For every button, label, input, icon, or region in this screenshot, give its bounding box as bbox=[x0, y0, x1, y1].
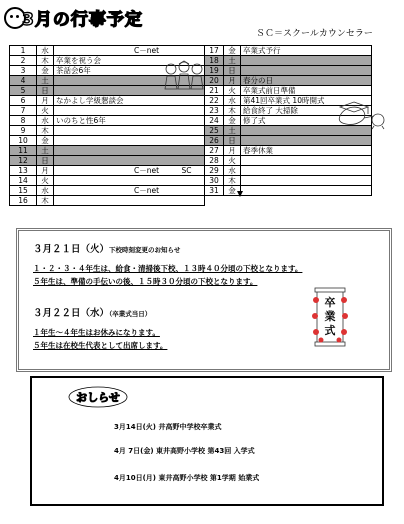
event-center-text: C－net bbox=[134, 46, 160, 55]
date-number: 18 bbox=[205, 56, 224, 66]
sc-legend: ＳＣ＝スクールカウンセラー bbox=[256, 29, 373, 39]
event-text: 卒業を祝う会 bbox=[56, 56, 101, 65]
weekday: 土 bbox=[224, 56, 241, 66]
event-cell bbox=[241, 66, 372, 76]
weekday: 日 bbox=[37, 156, 54, 166]
date-number: 27 bbox=[205, 146, 224, 156]
weekday: 水 bbox=[224, 166, 241, 176]
notice-line: ５年生は、準備の手伝いの後、１５時３０分頃の下校となります。 bbox=[33, 277, 258, 286]
calendar-row bbox=[10, 166, 372, 176]
event-center-text: C－net SC bbox=[134, 166, 192, 175]
weekday: 土 bbox=[37, 76, 54, 86]
weekday: 火 bbox=[224, 156, 241, 166]
weekday: 日 bbox=[224, 66, 241, 76]
scroll-char: 業 bbox=[324, 310, 336, 323]
weekday: 水 bbox=[37, 186, 54, 196]
event-text: 茶話会6年 bbox=[56, 66, 91, 75]
date-number: 16 bbox=[10, 196, 37, 206]
date-number: 3 bbox=[10, 66, 37, 76]
calendar-row bbox=[10, 186, 372, 196]
date-number: 11 bbox=[10, 146, 37, 156]
date-number: 23 bbox=[205, 106, 224, 116]
event-cell bbox=[241, 186, 372, 196]
date-number: 21 bbox=[205, 86, 224, 96]
date-number: 19 bbox=[205, 66, 224, 76]
weekday: 木 bbox=[37, 56, 54, 66]
calendar-row bbox=[10, 116, 372, 126]
calendar-row bbox=[10, 126, 372, 136]
weekday: 火 bbox=[224, 86, 241, 96]
weekday: 火 bbox=[37, 176, 54, 186]
notice-line: １・２・３・４年生は、給食・清掃後下校、１３時４０分頃の下校となります。 bbox=[33, 264, 303, 273]
title-text: 3月の行事予定 bbox=[22, 10, 143, 30]
event-cell bbox=[54, 46, 205, 56]
notice-line: １年生～４年生はお休みになります。 bbox=[33, 328, 160, 337]
weekday: 木 bbox=[224, 106, 241, 116]
date-number: 8 bbox=[10, 116, 37, 126]
date-number: 31 bbox=[205, 186, 224, 196]
weekday: 月 bbox=[37, 96, 54, 106]
date-number: 4 bbox=[10, 76, 37, 86]
date-number: 28 bbox=[205, 156, 224, 166]
date-number: 13 bbox=[10, 166, 37, 176]
weekday: 金 bbox=[224, 46, 241, 56]
date-number: 15 bbox=[10, 186, 37, 196]
oshirase-title-art bbox=[68, 386, 128, 408]
children-illustration bbox=[162, 60, 206, 90]
down-arrow-icon bbox=[240, 175, 241, 193]
event-cell bbox=[54, 196, 205, 206]
event-cell bbox=[54, 136, 205, 146]
weekday: 金 bbox=[37, 136, 54, 146]
graduation-illustration bbox=[334, 98, 388, 130]
event-cell: 卒業式予行 bbox=[241, 46, 372, 56]
event-text: いのちと性6年 bbox=[56, 116, 106, 125]
event-cell bbox=[241, 176, 372, 186]
event-center-text: C－net bbox=[134, 186, 160, 195]
event-cell: 修了式 bbox=[241, 116, 372, 126]
graduation-scroll-illustration bbox=[312, 286, 348, 348]
date-number: 17 bbox=[205, 46, 224, 56]
scroll-char: 卒 bbox=[324, 296, 336, 309]
date-number: 7 bbox=[10, 106, 37, 116]
weekday: 金 bbox=[224, 116, 241, 126]
weekday: 土 bbox=[224, 126, 241, 136]
calendar-row bbox=[10, 106, 372, 116]
weekday: 木 bbox=[37, 196, 54, 206]
scroll-char: 式 bbox=[324, 324, 336, 337]
calendar-row bbox=[10, 156, 372, 166]
weekday: 水 bbox=[37, 116, 54, 126]
notice-heading-21: ３月２１日（火）下校時刻変更のお知らせ bbox=[33, 244, 181, 255]
event-cell bbox=[54, 176, 205, 186]
notice-heading-22: ３月２２日（水）（卒業式当日） bbox=[33, 308, 152, 319]
calendar-row bbox=[10, 46, 372, 56]
weekday: 日 bbox=[224, 136, 241, 146]
event-cell: 給食終了 大掃除 bbox=[241, 106, 372, 116]
date-number: 25 bbox=[205, 126, 224, 136]
notice-line: ５年生は在校生代表として出席します。 bbox=[33, 341, 168, 350]
weekday: 月 bbox=[224, 146, 241, 156]
oshirase-title: おしらせ bbox=[76, 391, 120, 404]
event-cell: 第41回卒業式 10時開式 bbox=[241, 96, 372, 106]
event-cell bbox=[54, 146, 205, 156]
date-number: 26 bbox=[205, 136, 224, 146]
date-number: 29 bbox=[205, 166, 224, 176]
event-cell: 春分の日 bbox=[241, 76, 372, 86]
event-cell bbox=[241, 136, 372, 146]
event-text: なかよし学級懇談会 bbox=[56, 96, 124, 105]
date-number: 6 bbox=[10, 96, 37, 106]
date-number: 24 bbox=[205, 116, 224, 126]
page-title bbox=[2, 4, 152, 30]
calendar-row bbox=[10, 146, 372, 156]
announcement-item: 4月 7日(金) 東井高野小学校 第43回 入学式 bbox=[114, 447, 255, 455]
empty-cell bbox=[205, 196, 372, 206]
event-cell bbox=[54, 96, 205, 106]
weekday: 火 bbox=[37, 106, 54, 116]
date-number: 5 bbox=[10, 86, 37, 96]
date-number: 12 bbox=[10, 156, 37, 166]
date-number: 22 bbox=[205, 96, 224, 106]
weekday: 金 bbox=[37, 66, 54, 76]
weekday: 水 bbox=[37, 46, 54, 56]
date-number: 10 bbox=[10, 136, 37, 146]
calendar-row bbox=[10, 176, 372, 186]
event-cell: 卒業式前日準備 bbox=[241, 86, 372, 96]
weekday: 木 bbox=[224, 176, 241, 186]
weekday: 月 bbox=[37, 166, 54, 176]
weekday: 金 bbox=[224, 186, 241, 196]
date-number: 14 bbox=[10, 176, 37, 186]
announcement-item: 3月14日(火) 井高野中学校卒業式 bbox=[114, 423, 222, 431]
calendar-row bbox=[10, 136, 372, 146]
date-number: 30 bbox=[205, 176, 224, 186]
date-number: 9 bbox=[10, 126, 37, 136]
event-cell bbox=[241, 156, 372, 166]
event-cell bbox=[54, 106, 205, 116]
event-cell: 春季休業 bbox=[241, 146, 372, 156]
announcement-item: 4月10日(月) 東井高野小学校 第1学期 始業式 bbox=[114, 474, 260, 482]
date-number: 1 bbox=[10, 46, 37, 56]
weekday: 土 bbox=[37, 146, 54, 156]
calendar-row bbox=[10, 96, 372, 106]
calendar-row bbox=[10, 196, 372, 206]
event-cell bbox=[54, 156, 205, 166]
weekday: 木 bbox=[37, 126, 54, 136]
date-number: 2 bbox=[10, 56, 37, 66]
event-cell bbox=[241, 166, 372, 176]
date-number: 20 bbox=[205, 76, 224, 86]
event-cell bbox=[54, 116, 205, 126]
weekday: 日 bbox=[37, 86, 54, 96]
weekday: 月 bbox=[224, 76, 241, 86]
event-cell bbox=[241, 56, 372, 66]
announcement-box bbox=[30, 376, 384, 506]
event-cell bbox=[54, 186, 205, 196]
event-cell bbox=[54, 126, 205, 136]
weekday: 水 bbox=[224, 96, 241, 106]
event-cell bbox=[54, 166, 205, 176]
